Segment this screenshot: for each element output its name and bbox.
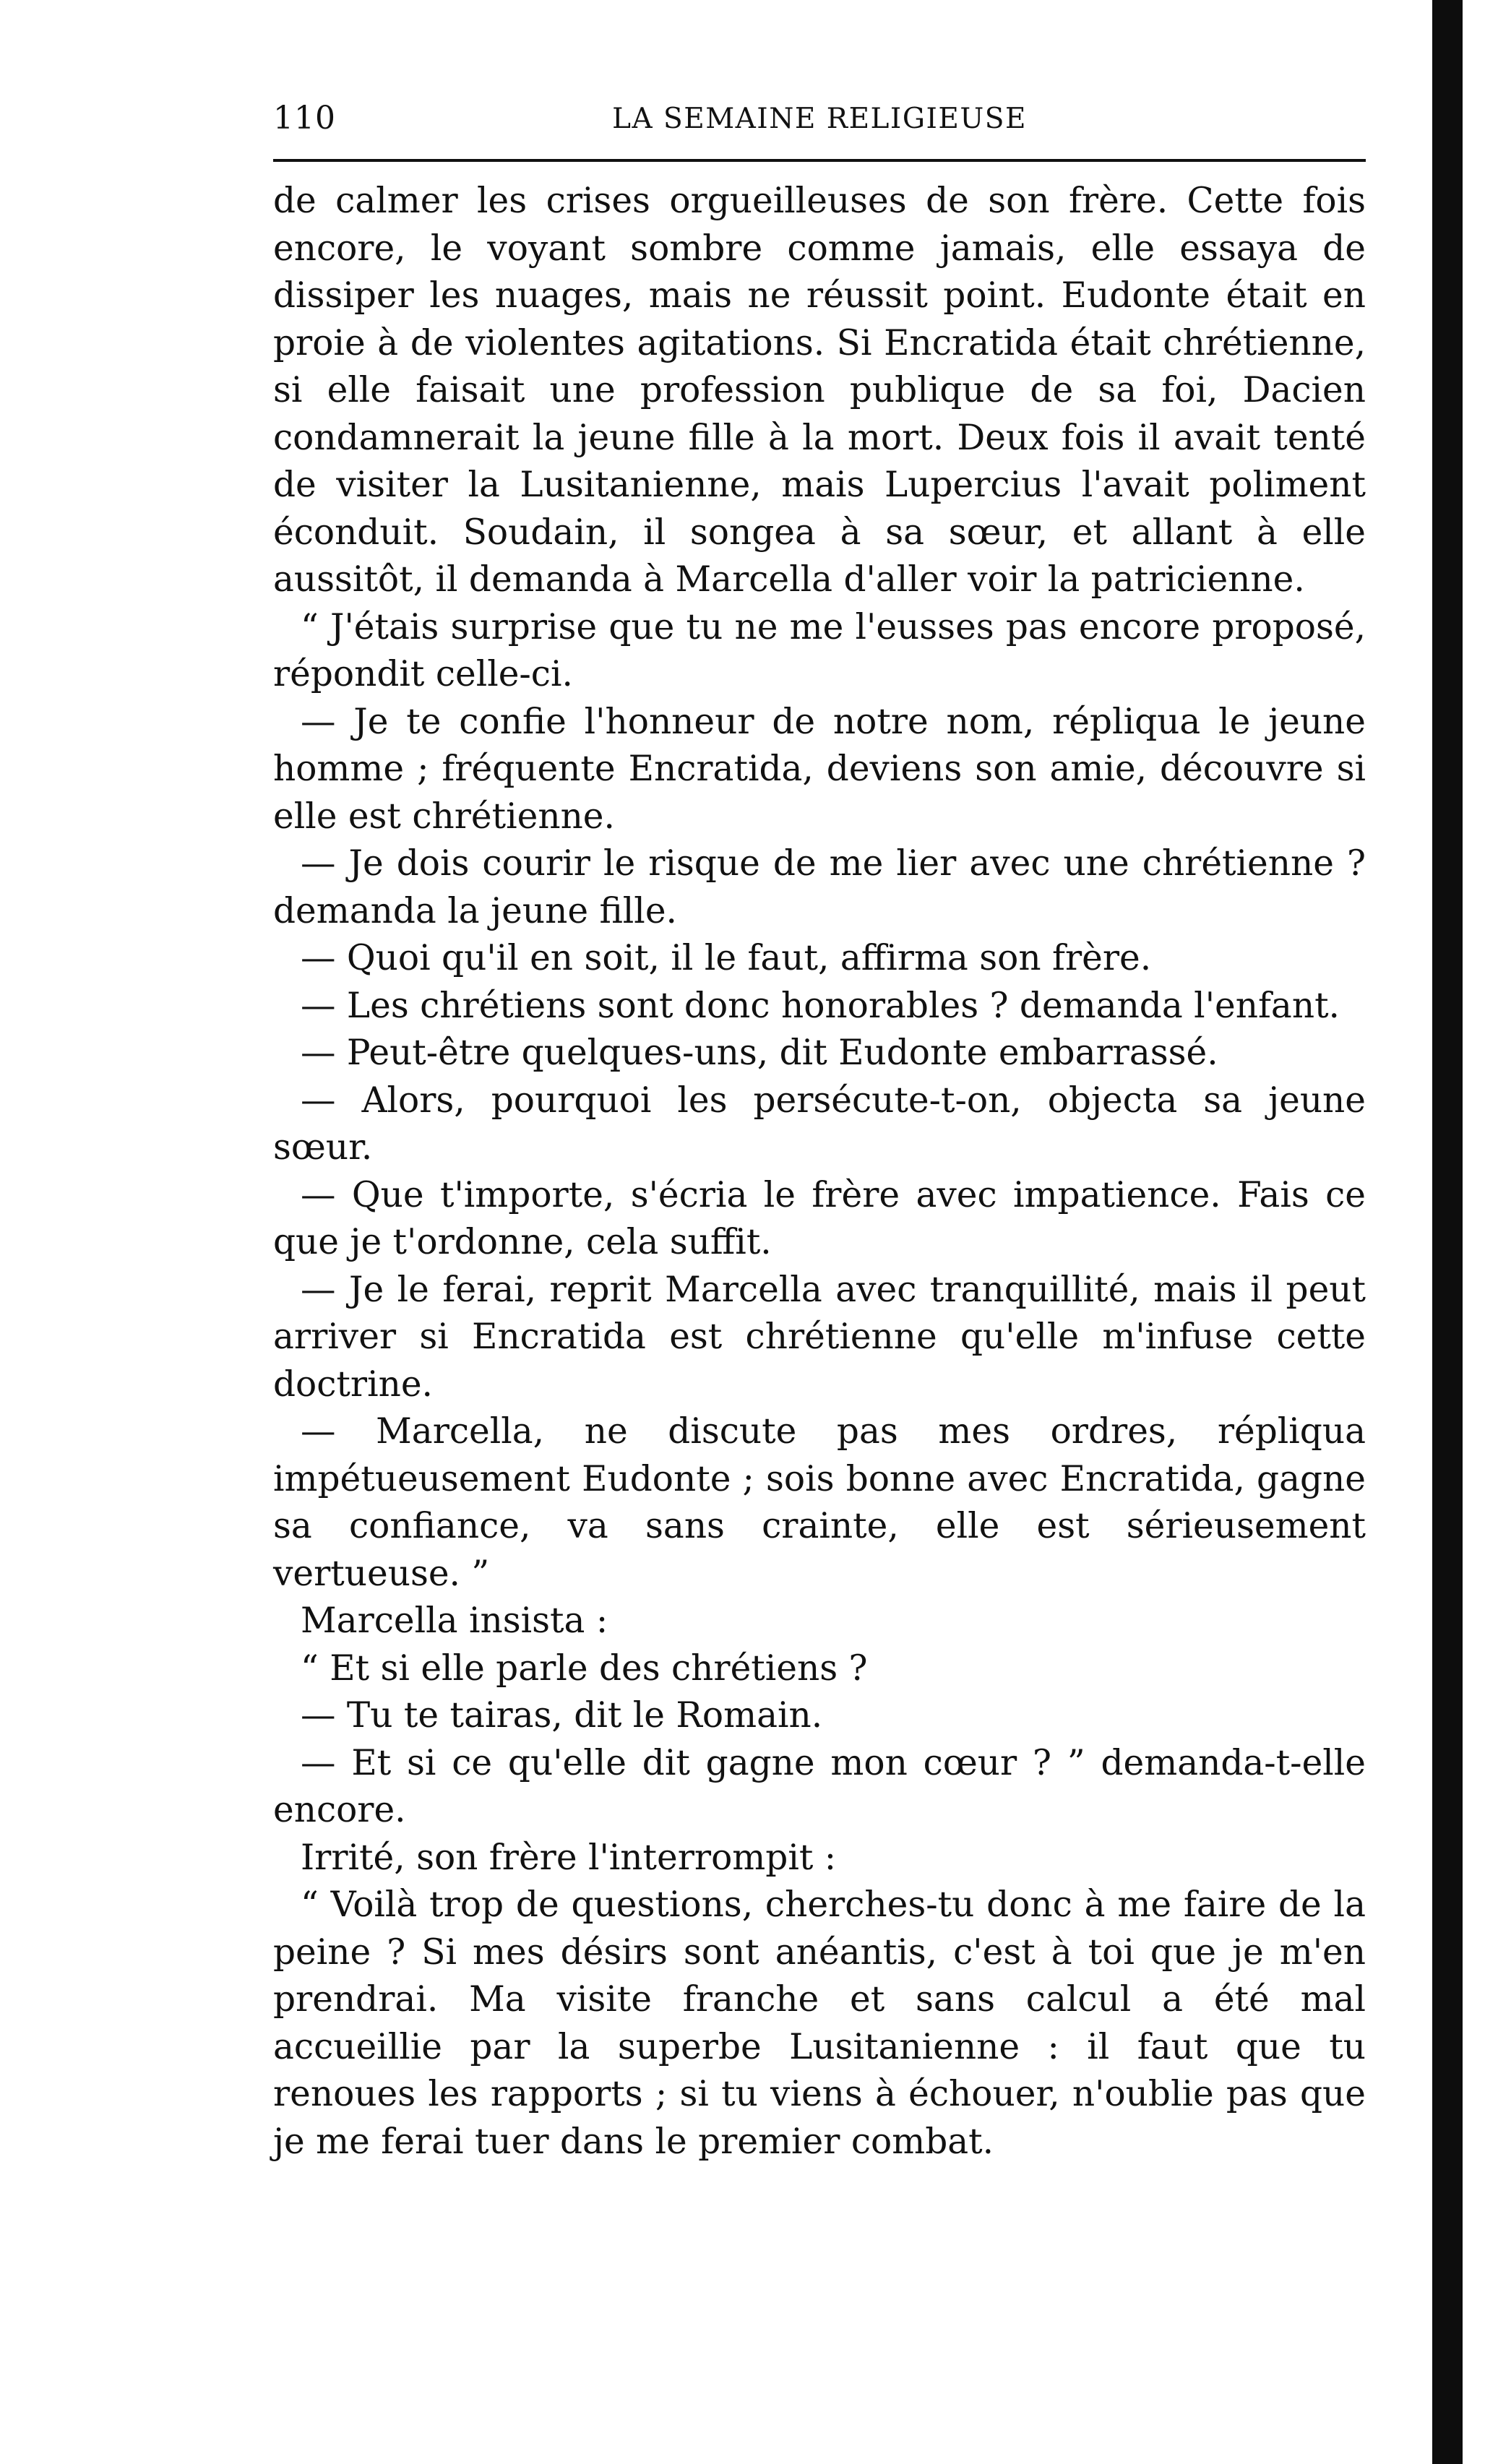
paragraph: “ J'étais surprise que tu ne me l'eusses pas encore proposé, répondit celle-ci. [273, 606, 1366, 694]
page-header [273, 92, 1366, 153]
paragraph: — Que t'importe, s'écria le frère avec impatience. Fais ce que je t'ordonne, cela suffit. [273, 1174, 1366, 1262]
paragraph: — Je te confie l'honneur de notre nom, répliqua le jeune homme ; fréquente Encratida, deviens son amie, découvre si elle est chrétienne. [273, 701, 1366, 837]
paragraph: — Je dois courir le risque de me lier avec une chrétienne ? demanda la jeune fille. [273, 843, 1366, 931]
paragraph: — Je le ferai, reprit Marcella avec tranquillité, mais il peut arriver si Encratida est chrétienne qu'elle m'infuse cette doctrine. [273, 1269, 1366, 1405]
paragraph: — Marcella, ne discute pas mes ordres, répliqua impétueusement Eudonte ; sois bonne avec Encratida, gagne sa confiance, va sans crainte, elle est sérieusement vertueuse. ” [273, 1411, 1366, 1594]
running-title: LA SEMAINE RELIGIEUSE [612, 103, 1027, 135]
header-rule [273, 159, 1366, 162]
paragraph: — Les chrétiens sont donc honorables ? demanda l'enfant. [301, 985, 1340, 1026]
paragraph: — Quoi qu'il en soit, il le faut, affirma son frère. [301, 938, 1152, 978]
page-gutter-edge [1432, 0, 1463, 2464]
page-number: 110 [273, 100, 336, 137]
paragraph: Irrité, son frère l'interrompit : [301, 1837, 837, 1878]
paragraph: Marcella insista : [301, 1601, 608, 1641]
paragraph: — Alors, pourquoi les persécute-t-on, objecta sa jeune sœur. [273, 1080, 1366, 1168]
paragraph: “ Voilà trop de questions, cherches-tu donc à me faire de la peine ? Si mes désirs sont anéantis, c'est à toi que je m'en prendrai. Ma visite franche et sans calcul a été mal accueillie par la superbe Lusitanienne : il faut que tu renoues les rapports ; si tu viens à échouer, n'oublie pas que je me ferai tuer dans le premier combat. [273, 1884, 1366, 2162]
paragraph: de calmer les crises orgueilleuses de son frère. Cette fois encore, le voyant sombre comme jamais, elle essaya de dissiper les nuages, mais ne réussit point. Eudonte était en proie à de violentes agitations. Si Encratida était chrétienne, si elle faisait une profession publique de sa foi, Dacien condamnerait la jeune fille à la mort. Deux fois il avait tenté de visiter la Lusitanienne, mais Lupercius l'avait poliment éconduit. Soudain, il songea à sa sœur, et allant à elle aussitôt, il demanda à Marcella d'aller voir la patricienne. [273, 181, 1366, 600]
body-text [273, 178, 1366, 2166]
paragraph: — Tu te tairas, dit le Romain. [301, 1695, 823, 1736]
book-page [273, 92, 1366, 2166]
paragraph: “ Et si elle parle des chrétiens ? [301, 1647, 868, 1689]
paragraph: — Peut-être quelques-uns, dit Eudonte embarrassé. [301, 1033, 1218, 1073]
paragraph: — Et si ce qu'elle dit gagne mon cœur ? ” demanda-t-elle encore. [273, 1742, 1366, 1830]
